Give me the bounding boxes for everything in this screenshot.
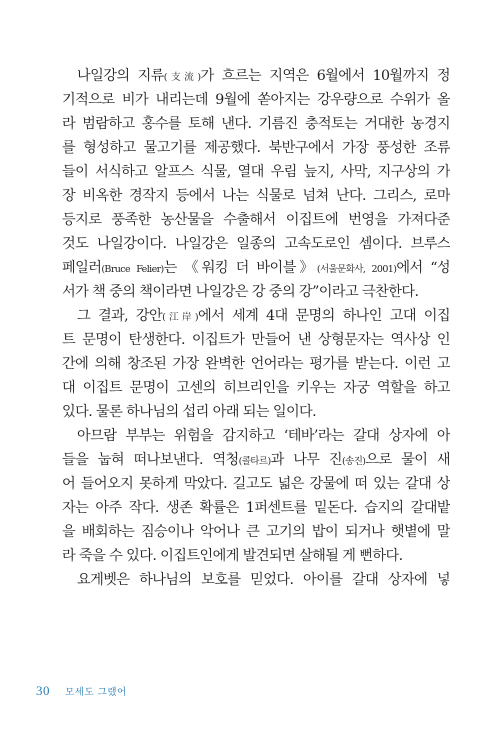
text-line <box>62 88 450 112</box>
text-run: 서가 책 중의 책이라면 나일강은 강 중의 강”이라고 극찬한다. <box>62 284 419 300</box>
inline-annotation: (서울문화사, 2001) <box>316 264 397 275</box>
text-run: 들을 눕혀 떠나보낸다. 역청 <box>62 452 239 468</box>
text-run: 간에 의해 창조된 가장 완벽한 언어라는 평가를 받는다. 이런 고 <box>62 356 450 372</box>
text-line <box>62 136 450 160</box>
text-run: 에서 세계 4대 문명의 하나인 고대 이집 <box>197 308 450 324</box>
text-run: 으로 물이 새 <box>365 452 450 468</box>
text-run: 것도 나일강이다. 나일강은 일종의 고속도로인 셈이다. 브루스 <box>62 236 450 252</box>
inline-annotation: (Bruce Felier) <box>101 264 164 275</box>
text-run: 어 들어오지 못하게 막았다. 길고도 넓은 강물에 떠 있는 갈대 상 <box>62 476 450 492</box>
text-run: 대 이집트 문명이 고센의 히브리인을 키우는 자궁 역할을 하고 <box>62 380 450 396</box>
text-line <box>62 184 450 208</box>
text-line <box>62 496 450 520</box>
inline-annotation: (콜타르) <box>238 456 271 467</box>
text-line <box>62 304 450 328</box>
text-run: 를 형성하고 물고기를 제공했다. 북반구에서 가장 풍성한 조류 <box>62 140 450 156</box>
text-line <box>62 520 450 544</box>
text-run: 장 비옥한 경작지 등에서 나는 식물로 넘쳐 난다. 그리스, 로마 <box>62 188 450 204</box>
body-text <box>62 64 450 592</box>
text-line <box>62 544 450 568</box>
text-run: 라 죽을 수 있다. 이집트인에게 발견되면 살해될 게 뻔하다. <box>62 548 403 564</box>
text-line <box>62 400 450 424</box>
text-line <box>62 448 450 472</box>
running-title: 모세도 그랬어 <box>65 687 127 698</box>
page-number: 30 <box>36 683 50 698</box>
text-run: 을 배회하는 짐승이나 악어나 큰 고기의 밥이 되거나 햇볕에 말 <box>62 524 450 540</box>
text-run: 라 범람하고 홍수를 토해 낸다. 기름진 충적토는 거대한 농경지 <box>62 116 450 132</box>
text-run: 자는 아주 작다. 생존 확률은 1퍼센트를 밑돈다. 습지의 갈대밭 <box>62 500 450 516</box>
text-run: 들이 서식하고 알프스 식물, 열대 우림 늪지, 사막, 지구상의 가 <box>62 164 450 180</box>
text-run: 아므람 부부는 위험을 감지하고 ‘테바’라는 갈대 상자에 아 <box>77 428 450 444</box>
text-line <box>62 160 450 184</box>
text-line <box>62 232 450 256</box>
text-line <box>62 352 450 376</box>
text-run: 과 나무 진 <box>270 452 343 468</box>
text-run: 트 문명이 탄생한다. 이집트가 만들어 낸 상형문자는 역사상 인 <box>62 332 450 348</box>
text-run: 기적으로 비가 내리는데 9월에 쏟아지는 강우량으로 수위가 올 <box>62 92 450 108</box>
text-run: 등지로 풍족한 농산물을 수출해서 이집트에 번영을 가져다준 <box>62 212 450 228</box>
text-line <box>62 64 450 88</box>
text-run: 있다. 물론 하나님의 섭리 아래 되는 일이다. <box>62 404 317 420</box>
text-run: 그 결과, 강안 <box>77 308 163 324</box>
text-line <box>62 472 450 496</box>
text-run: 페일러 <box>62 260 102 276</box>
text-line <box>62 280 450 304</box>
text-line <box>62 424 450 448</box>
text-run: 는 《워킹 더 바이블》 <box>163 260 317 276</box>
text-line <box>62 112 450 136</box>
text-run: 요게벳은 하나님의 보호를 믿었다. 아이를 갈대 상자에 넣 <box>77 572 450 588</box>
text-run: 가 흐르는 지역은 6월에서 10월까지 정 <box>200 68 450 84</box>
text-run: 에서 “성 <box>396 260 450 276</box>
text-line <box>62 256 450 280</box>
text-line <box>62 208 450 232</box>
inline-annotation: (支流) <box>163 72 201 83</box>
text-run: 나일강의 지류 <box>77 68 164 84</box>
inline-annotation: (송진) <box>342 456 366 467</box>
text-line <box>62 328 450 352</box>
text-line <box>62 376 450 400</box>
page-footer <box>36 681 127 699</box>
text-line <box>62 568 450 592</box>
inline-annotation: (江岸) <box>162 312 198 323</box>
